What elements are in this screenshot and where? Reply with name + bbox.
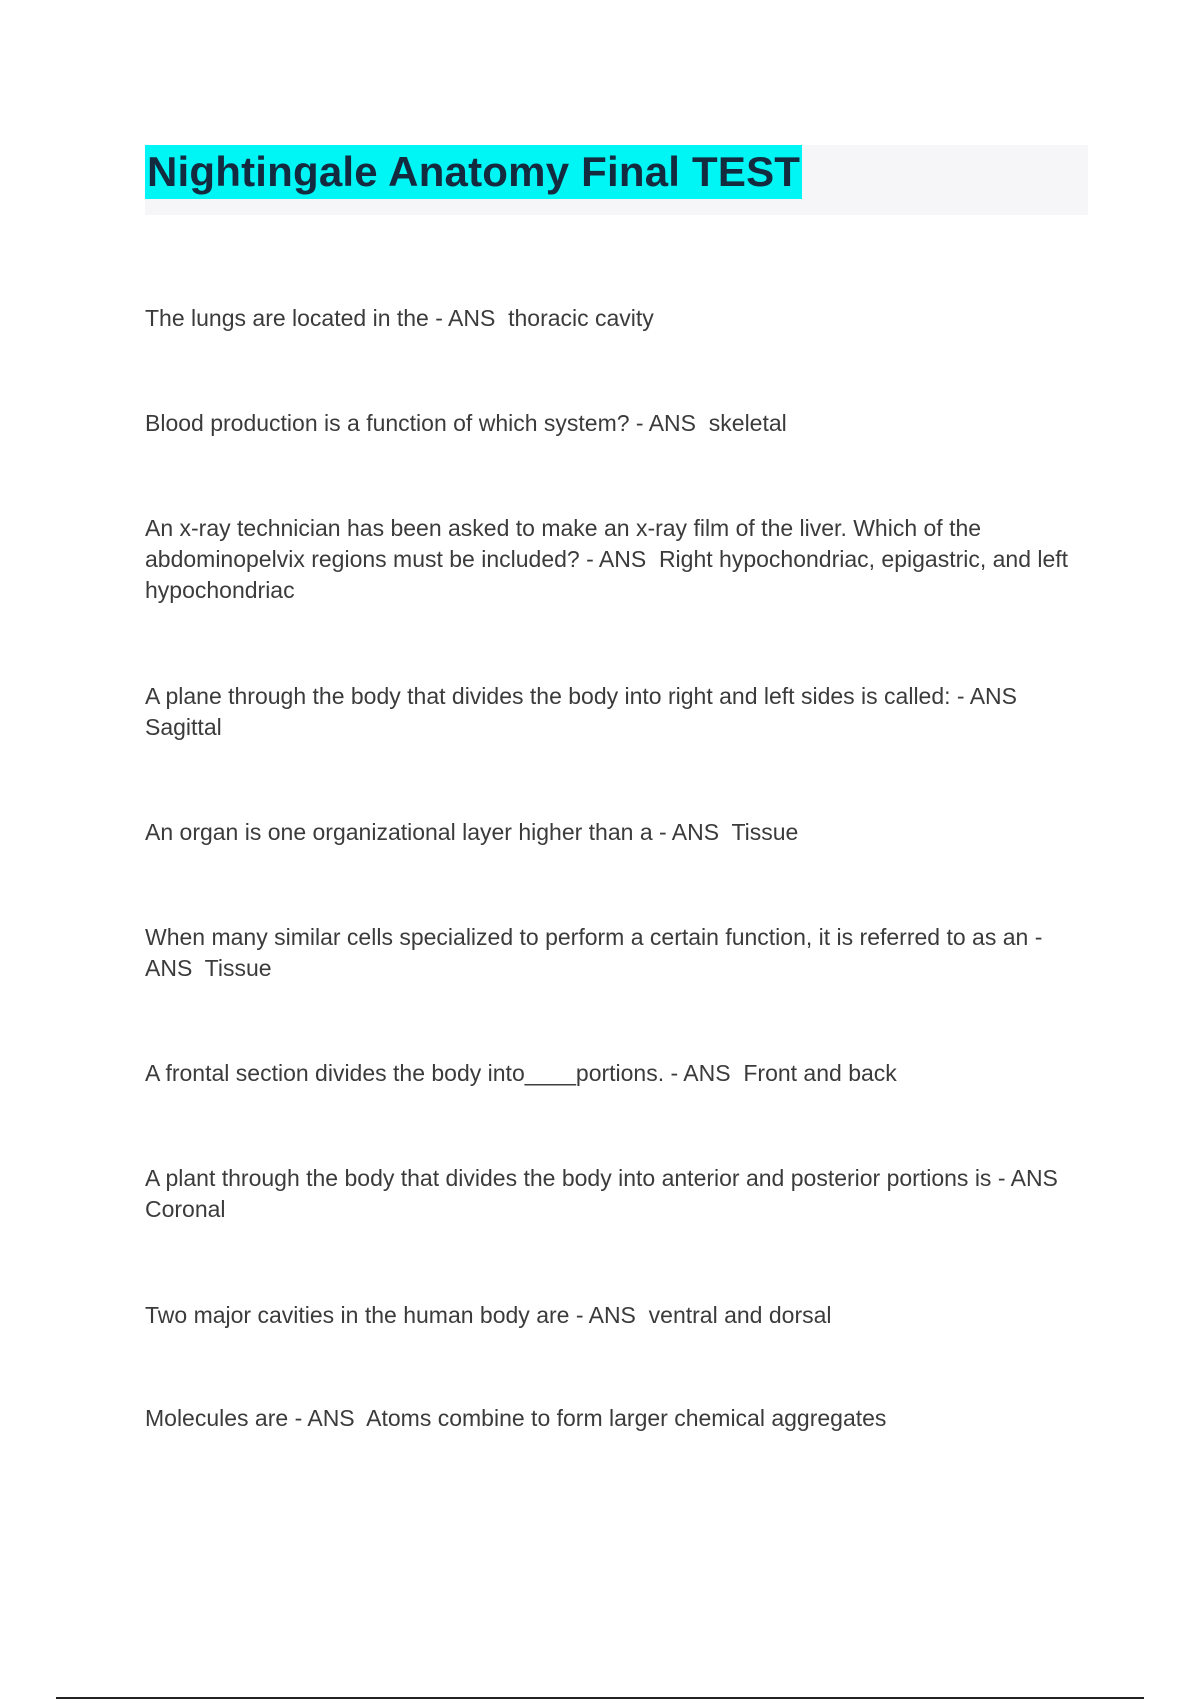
qa-item-10: Molecules are - ANS Atoms combine to form larger chemical aggregates	[145, 1405, 887, 1431]
qa-item-5: An organ is one organizational layer higher than a - ANS Tissue	[145, 819, 799, 845]
qa-item-1: The lungs are located in the - ANS thoracic cavity	[145, 305, 654, 331]
qa-item-4: A plane through the body that divides the body into right and left sides is called: - ANS Sagittal	[145, 683, 1030, 740]
qa-item-3: An x-ray technician has been asked to make an x-ray film of the liver. Which of the abdominopelvix regions must be included? - ANS Right hypochondriac, epigastric, and left hypochondriac	[145, 515, 1075, 603]
qa-item-7: A frontal section divides the body into____portions. - ANS Front and back	[145, 1060, 897, 1086]
qa-item-2: Blood production is a function of which system? - ANS skeletal	[145, 410, 787, 436]
bottom-divider	[56, 1697, 1144, 1699]
qa-item-9: Two major cavities in the human body are - ANS ventral and dorsal	[145, 1302, 832, 1328]
document-title: Nightingale Anatomy Final TEST	[145, 145, 802, 199]
qa-item-8: A plant through the body that divides the body into anterior and posterior portions is - ANS Coronal	[145, 1165, 1071, 1222]
qa-item-6: When many similar cells specialized to perform a certain function, it is referred to as an - ANS Tissue	[145, 924, 1048, 981]
